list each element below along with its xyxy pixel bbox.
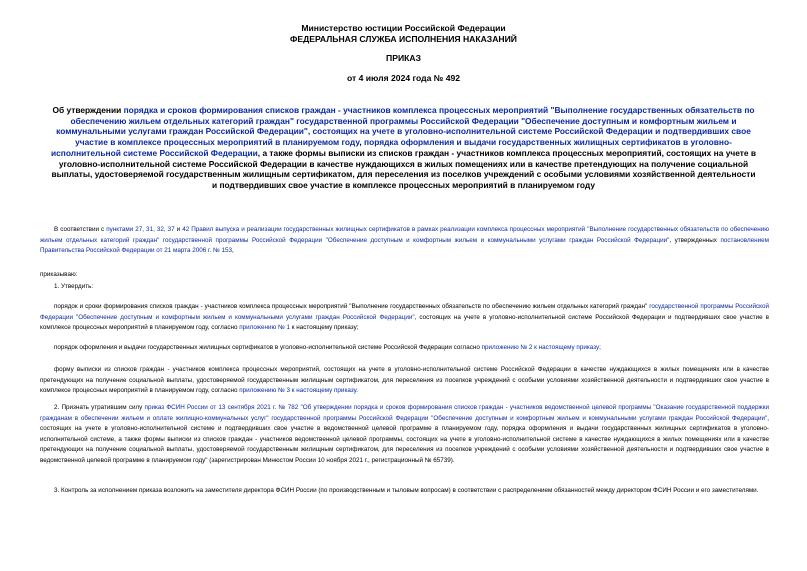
item-text: , состоящих на учете в уголовно-исполнительной системе и подтвердивших свое участие в ведомственной целевой программе в планируемом году, порядка оформления и выдачи государственных жилищных сертификатов в уголовно-исполнительной системе, а также формы выписки из списков граждан - участников ведомственной целевой программы, состоящих на учете в уголовно-исполнительной системе в качестве нуждающихся в жилых помещениях или в качестве претендующих на получение социальной выплаты, удостоверяемой государственным жилищным сертификатом, для переселения из поселков учреждений с особыми условиями хозяйственной деятельности и подтвердивших свое участие в ведомственной целевой программе в планируемом году" xyxy=(40,414,769,464)
item-3-paragraph: 3. Контроль за исполнением приказа возложить на заместителя директора ФСИН России (по производственным и тыловым вопросам) в соответствии с распределением обязанностей между директором ФСИН России и его заместителями. xyxy=(54,487,759,494)
ministry-name: Министерство юстиции Российской Федерации xyxy=(301,23,506,33)
order-word: приказываю: xyxy=(40,271,78,278)
document-date-number: от 4 июля 2024 года № 492 xyxy=(346,72,461,83)
item-text: . xyxy=(356,387,358,394)
link-appendix-3[interactable]: приложению № 3 к настоящему приказу xyxy=(239,387,357,394)
preamble-text: , xyxy=(232,247,234,254)
preamble-paragraph xyxy=(40,225,769,257)
link-fsin-order-782[interactable]: приказ ФСИН России от 13 сентября 2021 г. № 782 "Об утверждении порядка и сроков формирования списков граждан - участников ведомственной целевой программы "Оказание государственной поддержки гражданам в обеспечении жильем и оплате жилищно-коммунальных услуг" государственной программы Российской Федерации "Обеспечение доступным и комфортным жильем и коммунальными услугами граждан Российской Федерации" xyxy=(40,404,769,422)
service-name: ФЕДЕРАЛЬНАЯ СЛУЖБА ИСПОЛНЕНИЯ НАКАЗАНИЙ xyxy=(290,33,517,44)
item-text: порядок оформления и выдачи государственных жилищных сертификатов в уголовно-исполнительной системе Российской Федерации согласно xyxy=(54,344,482,351)
subject-link-certificates[interactable]: порядка оформления и выдачи государственных жилищных сертификатов в уголовно-исполнительной системе Российской Федерации xyxy=(51,137,732,158)
item-1a-paragraph xyxy=(40,302,769,334)
subject-prefix: Об утверждении xyxy=(52,105,124,115)
item-1c-paragraph xyxy=(40,365,769,397)
item-1b-paragraph xyxy=(40,343,769,354)
item-text: 2. Признать утратившим силу xyxy=(54,404,145,411)
item-1-heading: 1. Утвердить: xyxy=(54,283,94,290)
item-text: форму выписки из списков граждан - участников комплекса процессных мероприятий, состоящих на учете в уголовно-исполнительной системе Российской Федерации в качестве нуждающихся в жилых помещениях или в качестве претендующих на получение социальной выплаты, удостоверяемой государственным жилищным сертификатом, для переселения из поселков учреждений с особыми условиями хозяйственной деятельности и подтвердивших свое участие в комплексе процессных мероприятий в планируемом году, согласно xyxy=(40,366,769,394)
preamble-text: , утвержденных xyxy=(669,236,721,244)
subject-separator: , xyxy=(359,137,365,148)
link-points[interactable]: пунктами 27, 31, 32, 37 xyxy=(106,226,175,233)
link-government-decree[interactable]: постановлением Правительства Российской Федерации от 21 марта 2006 г. № 153 xyxy=(40,236,770,254)
link-appendix-1[interactable]: приложению № 1 xyxy=(239,324,290,331)
subject-link-procedure[interactable]: порядка и сроков формирования списков граждан - участников комплекса процессных мероприятий "Выполнение государственных обязательств по обеспечению жильем отдельных категорий граждан" государственной программы Российской Федерации "Обеспечение доступным и комфортным жильем и коммунальными услугами граждан Российской Федерации", состоящих на учете в уголовно-исполнительной системе Российской Федерации и подтвердивших свое участие в комплексе процессных мероприятий в планируемом году xyxy=(56,105,755,148)
preamble-text: и xyxy=(174,226,183,233)
link-rules[interactable]: 42 Правил выпуска и реализации государственных жилищных сертификатов в рамках реализации комплекса процессных мероприятий "Выполнение государственных обязательств по обеспечению жильем отдельных категорий граждан" государственной программы Российской Федерации "Обеспечение доступным и комфортным жильем и коммунальными услугами граждан Российской Федерации" xyxy=(40,226,769,244)
document-subject xyxy=(48,105,759,191)
subject-suffix: , а также формы выписки из списков граждан - участников комплекса процессных мероприятий, состоящих на учете в уголовно-исполнительной системе Российской Федерации в качестве нуждающихся в жилых помещениях или в качестве претендующих на получение социальной выплаты, удостоверяемой государственным жилищным сертификатом, для переселения из поселков учреждений с особыми условиями хозяйственной деятельности и подтвердивших свое участие в комплексе процессных мероприятий в планируемом году xyxy=(51,147,756,190)
item-text: к настоящему приказу; xyxy=(290,324,359,331)
document-kind: ПРИКАЗ xyxy=(386,53,421,63)
item-text: порядок и сроки формирования списков граждан - участников комплекса процессных мероприятий "Выполнение государственных обязательств по обеспечению жильем отдельных категорий граждан" xyxy=(54,303,650,310)
item-text: ; xyxy=(599,344,601,351)
item-text: (зарегистрирован Минюстом России 10 ноября 2021 г., регистрационный № 65739). xyxy=(207,456,455,464)
link-appendix-2[interactable]: приложению № 2 к настоящему приказу xyxy=(481,344,600,351)
item-text: , состоящих на учете в уголовно-исполнительной системе Российской Федерации и подтвердивших свое участие в комплексе процессных мероприятий в планируемом году, согласно xyxy=(40,313,769,331)
preamble-text: В соответствии с xyxy=(54,226,107,233)
item-2-paragraph xyxy=(40,403,769,466)
link-state-program[interactable]: государственной программы Российской Федерации "Обеспечение доступным и комфортным жильем и коммунальными услугами граждан Российской Федерации" xyxy=(40,303,769,321)
